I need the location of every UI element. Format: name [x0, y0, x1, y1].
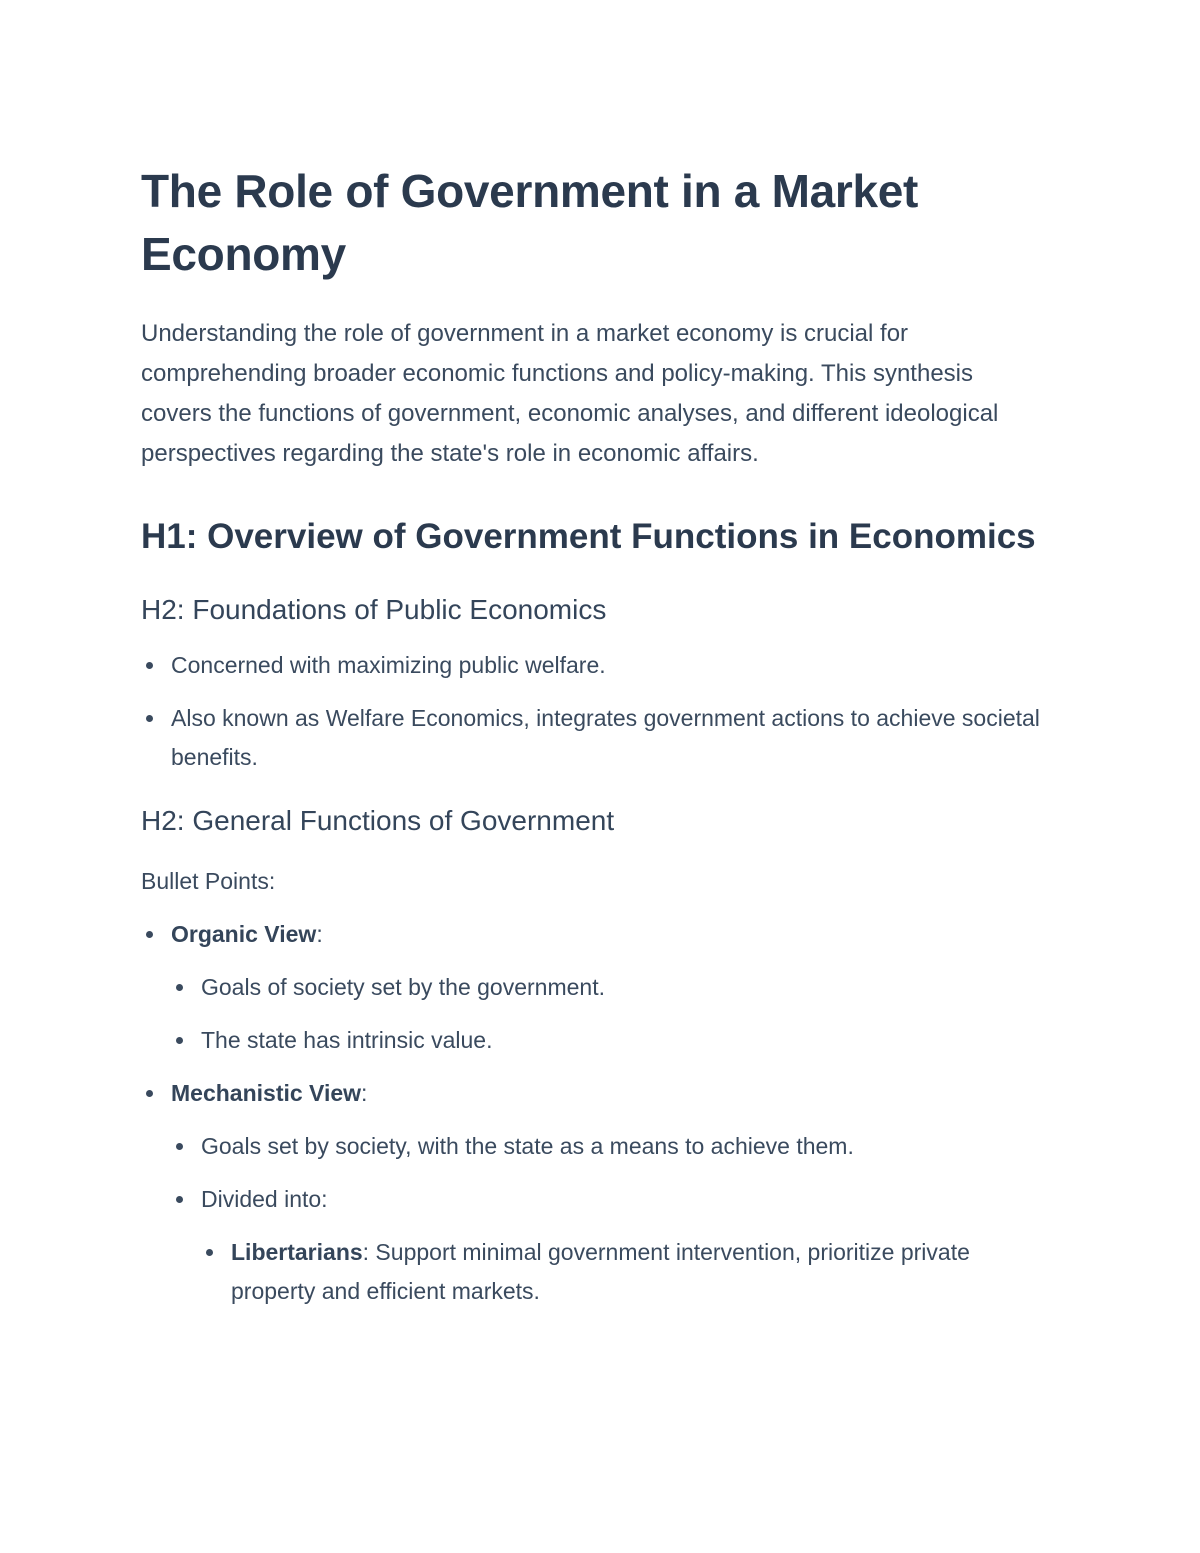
list-item — [171, 699, 1041, 777]
bullet-icon — [176, 1143, 183, 1150]
bullet-icon — [146, 931, 153, 938]
list-item — [201, 1180, 1041, 1311]
bullet-icon — [146, 662, 153, 669]
list-item — [201, 968, 1041, 1007]
bullet-icon — [176, 984, 183, 991]
libertarians-title: Libertarians — [231, 1239, 363, 1265]
list-item-mechanistic-view — [171, 1074, 1041, 1311]
divided-into-sublist — [201, 1233, 1041, 1311]
list-item — [201, 1127, 1041, 1166]
document-title: The Role of Government in a Market Economy — [141, 165, 919, 280]
mechanistic-view-suffix: : — [361, 1080, 368, 1106]
intro-paragraph: Understanding the role of government in a market economy is crucial for comprehending broader economic functions and policy-making. This synthesis covers the functions of government, economic analyses, and different ideological perspectives regarding the state's role in economic affairs. — [141, 320, 999, 467]
document-page — [141, 160, 1041, 1311]
bullet-icon — [146, 1090, 153, 1097]
general-functions-list — [141, 915, 1041, 1311]
mechanistic-view-title: Mechanistic View — [171, 1080, 362, 1106]
organic-view-suffix: : — [316, 921, 323, 947]
bullet-icon — [206, 1249, 213, 1256]
bullet-icon — [146, 715, 153, 722]
list-item-organic-view — [171, 915, 1041, 1060]
list-item — [171, 646, 1041, 685]
heading-general-functions: H2: General Functions of Government — [141, 805, 615, 836]
mechanistic-view-sublist — [171, 1127, 1041, 1311]
heading-overview: H1: Overview of Government Functions in Economics — [141, 517, 1036, 556]
list-item — [201, 1021, 1041, 1060]
bullet-icon — [176, 1196, 183, 1203]
bullet-icon — [176, 1037, 183, 1044]
organic-view-title: Organic View — [171, 921, 317, 947]
list-item-text: The state has intrinsic value. — [201, 1027, 493, 1053]
public-economics-list — [141, 646, 1041, 777]
list-item-text: Goals of society set by the government. — [201, 974, 605, 1000]
bullet-points-label: Bullet Points: — [141, 868, 276, 894]
list-item-text: Divided into: — [201, 1186, 328, 1212]
heading-public-economics: H2: Foundations of Public Economics — [141, 594, 607, 625]
organic-view-sublist — [171, 968, 1041, 1060]
list-item-text: Concerned with maximizing public welfare. — [171, 652, 606, 678]
list-item-text: Goals set by society, with the state as a means to achieve them. — [201, 1133, 854, 1159]
list-item-libertarians — [231, 1233, 1041, 1311]
list-item-text: Also known as Welfare Economics, integrates government actions to achieve societal benefits. — [171, 705, 1040, 770]
libertarians-text: : Support minimal government intervention, prioritize private property and efficient markets. — [231, 1239, 970, 1304]
